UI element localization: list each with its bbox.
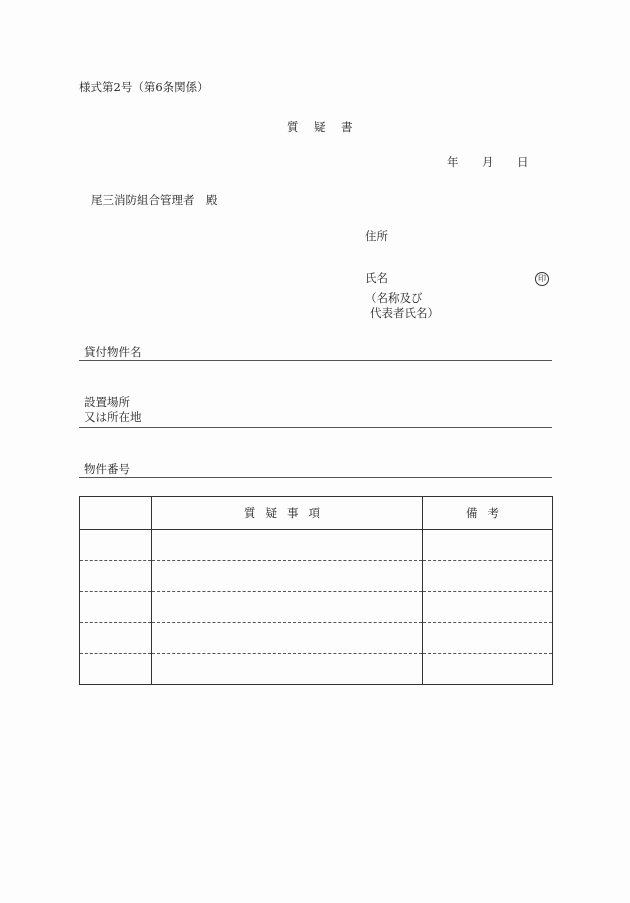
location-label-1: 設置場所 [84,395,130,409]
name-note-1: （名称及び [365,291,423,305]
cell[interactable] [80,623,152,654]
cell[interactable] [152,592,423,623]
property-name-label: 貸付物件名 [84,345,142,359]
inquiry-table [79,496,553,685]
header-remarks: 備考 [423,497,553,530]
table-row [80,623,553,654]
header-inquiry: 質疑事項 [152,497,423,530]
property-name-line [79,360,552,361]
cell[interactable] [152,623,423,654]
cell[interactable] [423,592,553,623]
cell[interactable] [80,654,152,685]
location-label-2: 又は所在地 [84,410,142,424]
table-row [80,654,553,685]
cell[interactable] [152,654,423,685]
table-row [80,530,553,561]
cell[interactable] [80,561,152,592]
cell[interactable] [423,561,553,592]
table-row [80,561,553,592]
addressee: 尾三消防組合管理者 殿 [91,193,218,207]
property-number-line [79,477,552,478]
form-number: 様式第2号（第6条関係） [79,80,209,94]
property-number-label: 物件番号 [84,462,130,476]
cell[interactable] [80,592,152,623]
cell[interactable] [152,561,423,592]
cell[interactable] [80,530,152,561]
table-row [80,592,553,623]
cell[interactable] [423,623,553,654]
location-line [79,427,552,428]
date-month: 月 [482,155,494,169]
name-note-2: 代表者氏名） [370,306,439,320]
date-year: 年 [447,155,459,169]
date-day: 日 [517,155,529,169]
seal-icon: 印 [535,272,549,286]
cell[interactable] [152,530,423,561]
page-title: 質 疑 書 [287,120,355,134]
cell[interactable] [423,530,553,561]
cell[interactable] [423,654,553,685]
name-label: 氏名 [365,271,388,285]
address-label: 住所 [365,229,388,243]
header-blank [80,497,152,530]
